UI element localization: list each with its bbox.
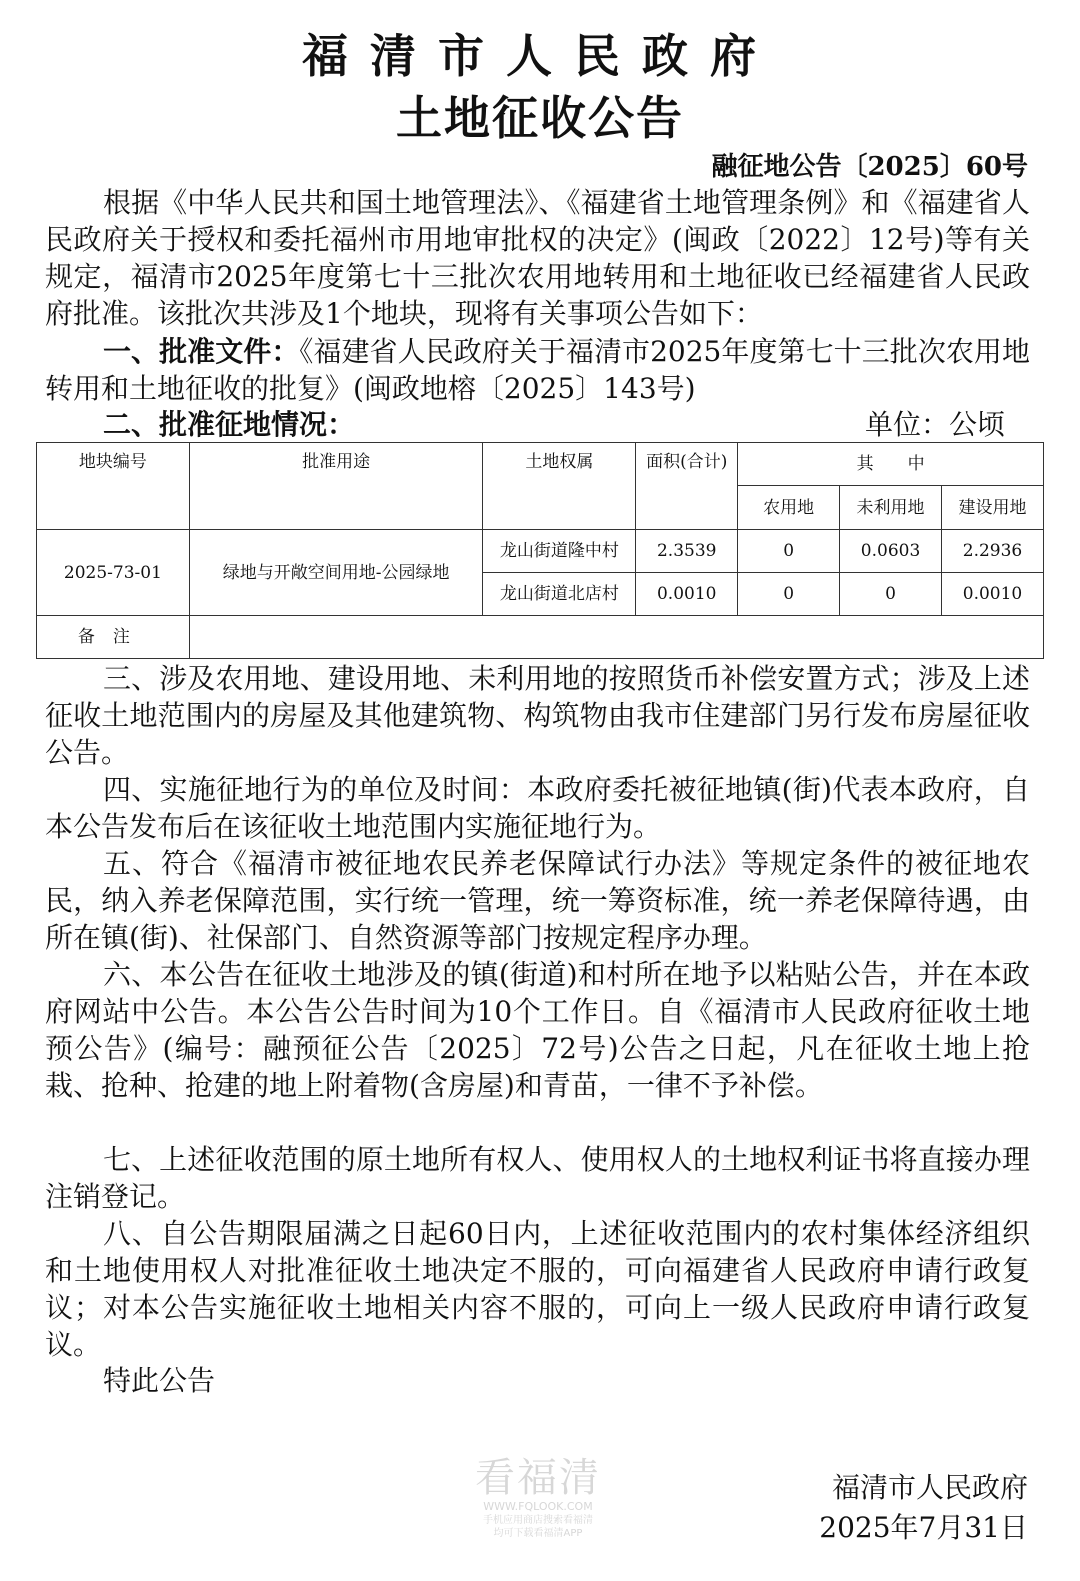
unused-cell: 0.0603 (840, 530, 942, 573)
intro-paragraph: 根据《中华人民共和国土地管理法》、《福建省土地管理条例》和《福建省人民政府关于授权和委托福州市用地审批权的决定》(闽政〔2022〕12号)等有关规定，福清市2025年度第七十三批次农用地转用和土地征收已经福建省人民政府批准。该批次共涉及1个地块，现将有关事项公告如下： (45, 186, 1030, 330)
section-1-heading: 一、批准文件： (103, 335, 300, 368)
watermark-url: WWW.FQLOOK.COM (483, 1500, 593, 1513)
farmland-cell: 0 (738, 530, 840, 573)
header-ownership: 土地权属 (483, 443, 636, 530)
table-header-row (37, 443, 1044, 486)
watermark-logo (468, 1456, 608, 1540)
section-2-heading: 二、批准征地情况： (103, 408, 356, 441)
header-of-which: 其 中 (738, 443, 1044, 486)
remarks-row (37, 616, 1044, 659)
document-number: 融征地公告〔2025〕60号 (711, 152, 1028, 182)
area-cell: 0.0010 (636, 573, 738, 616)
issuer-title: 福清市人民政府 (302, 29, 778, 83)
unit-label: 单位：公顷 (864, 408, 1005, 441)
header-unused: 未利用地 (840, 486, 942, 530)
construction-cell: 0.0010 (942, 573, 1044, 616)
notice-title: 土地征收公告 (396, 91, 684, 145)
plot-id-cell: 2025-73-01 (37, 530, 190, 616)
signature-date: 2025年7月31日 (819, 1511, 1028, 1544)
section-3-paragraph: 三、涉及农用地、建设用地、未利用地的按照货币补偿安置方式；涉及上述征收土地范围内的房屋及其他建筑物、构筑物由我市住建部门另行发布房屋征收公告。 (45, 662, 1030, 769)
section-7-paragraph: 七、上述征收范围的原土地所有权人、使用权人的土地权利证书将直接办理注销登记。 (45, 1143, 1030, 1213)
watermark-line-2: 均可下载看福清APP (493, 1528, 583, 1539)
farmland-cell: 0 (738, 573, 840, 616)
construction-cell: 2.2936 (942, 530, 1044, 573)
section-8-paragraph: 八、自公告期限届满之日起60日内，上述征收范围内的农村集体经济组织和土地使用权人对批准征收土地决定不服的，可向福建省人民政府申请行政复议；对本公告实施征收土地相关内容不服的，可向上一级人民政府申请行政复议。 (45, 1217, 1030, 1361)
ownership-cell: 龙山街道北店村 (483, 573, 636, 616)
plot-usage-cell: 绿地与开敞空间用地-公园绿地 (189, 530, 483, 616)
header-farmland: 农用地 (738, 486, 840, 530)
section-5-paragraph: 五、符合《福清市被征地农民养老保障试行办法》等规定条件的被征地农民，纳入养老保障范围，实行统一管理，统一筹资标准，统一养老保障待遇，由所在镇(街)、社保部门、自然资源等部门按规定程序办理。 (45, 847, 1030, 954)
closing-line: 特此公告 (103, 1364, 216, 1397)
land-table (36, 442, 1044, 659)
section-1-text: 《福建省人民政府关于福清市2025年度第七十三批次农用地转用和土地征收的批复》(闽政地榕〔2025〕143号) (45, 335, 1030, 405)
watermark-line-1: 手机应用商店搜索看福清 (483, 1515, 593, 1526)
header-usage: 批准用途 (189, 443, 483, 530)
header-plot-id: 地块编号 (37, 443, 190, 530)
section-6-paragraph: 六、本公告在征收土地涉及的镇(街道)和村所在地予以粘贴公告，并在本政府网站中公告。本公告公告时间为10个工作日。自《福清市人民政府征收土地预公告》(编号：融预征公告〔2025〕72号)公告之日起，凡在征收土地上抢栽、抢种、抢建的地上附着物(含房屋)和青苗，一律不予补偿。 (45, 958, 1030, 1102)
unused-cell: 0 (840, 573, 942, 616)
remarks-value (189, 616, 1043, 659)
signature-org: 福清市人民政府 (831, 1471, 1028, 1504)
section-1-paragraph (45, 333, 1030, 407)
header-area-total: 面积(合计) (636, 443, 738, 530)
table-row (37, 530, 1044, 573)
watermark-name: 看福清 (475, 1455, 601, 1501)
section-2-header (45, 407, 1005, 443)
header-construction: 建设用地 (942, 486, 1044, 530)
area-cell: 2.3539 (636, 530, 738, 573)
ownership-cell: 龙山街道隆中村 (483, 530, 636, 573)
section-4-paragraph: 四、实施征地行为的单位及时间：本政府委托被征地镇(街)代表本政府，自本公告发布后在该征收土地范围内实施征地行为。 (45, 773, 1030, 843)
remarks-label: 备注 (37, 616, 190, 659)
